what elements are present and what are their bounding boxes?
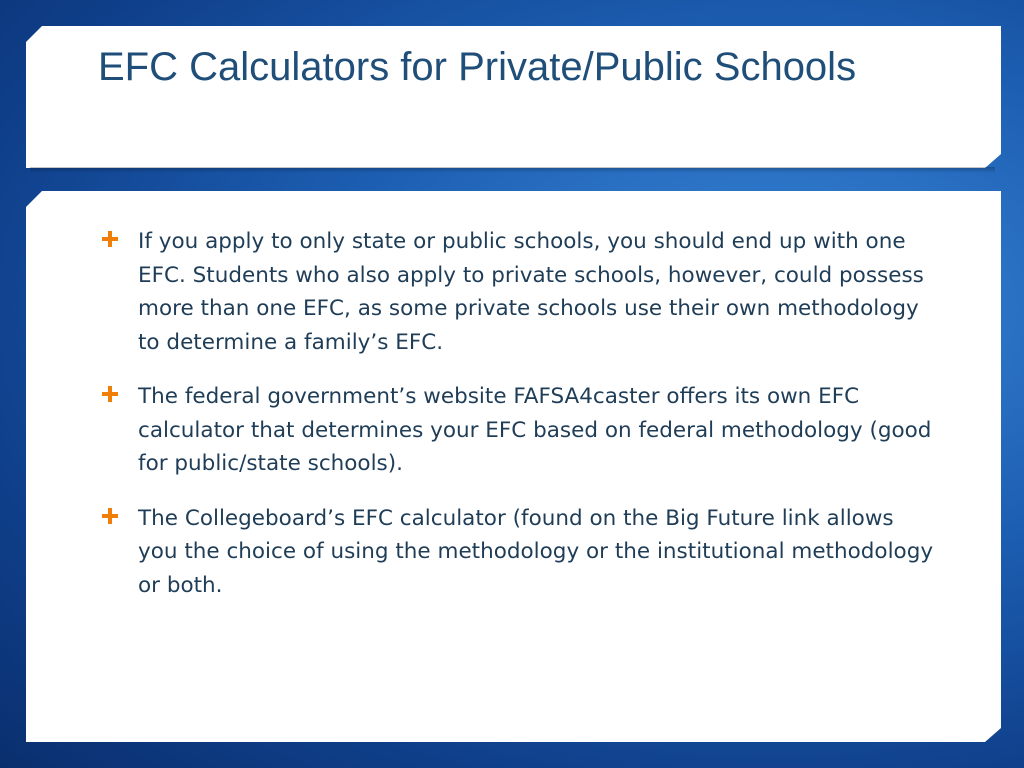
bullet-item <box>98 225 936 359</box>
slide-title: EFC Calculators for Private/Public Schools <box>98 45 857 89</box>
panel-shadow <box>30 167 995 173</box>
bullet-text: The Collegeboard’s EFC calculator (found on the Big Future link allows you the choice of using the methodology or the institutional methodology or both. <box>138 505 934 598</box>
plus-icon <box>100 384 120 404</box>
bullet-text: If you apply to only state or public schools, you should end up with one EFC. Students who also apply to private schools, however, could possess more than one EFC, as some private schools use their own methodology to determine a family’s EFC. <box>138 229 924 355</box>
bullet-list <box>98 225 936 623</box>
plus-icon <box>100 229 120 249</box>
plus-icon <box>100 506 120 526</box>
bullet-item <box>98 502 936 603</box>
bullet-text: The federal government’s website FAFSA4caster offers its own EFC calculator that determines your EFC based on federal methodology (good for public/state schools). <box>138 384 932 476</box>
bullet-item <box>98 380 936 481</box>
